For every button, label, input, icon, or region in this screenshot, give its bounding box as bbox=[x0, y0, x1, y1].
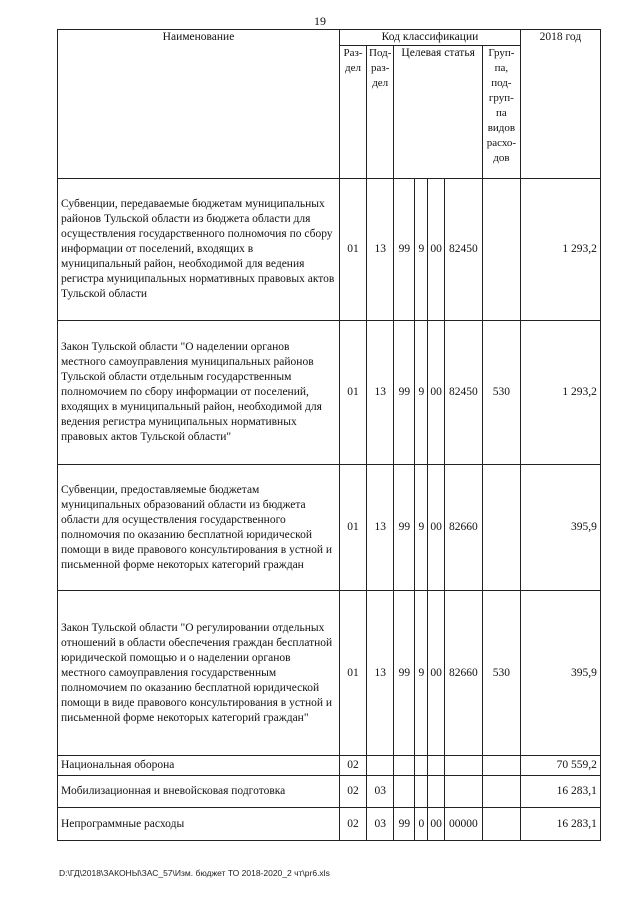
row-article-sub: 9 bbox=[415, 321, 428, 465]
row-amount: 1 293,2 bbox=[520, 321, 600, 465]
row-section: 02 bbox=[340, 776, 367, 808]
file-path-footer: D:\ГД\2018\ЗАКОНЫ\ЗАС_57\Изм. бюджет ТО 2018-2020_2 чт\pr6.xls bbox=[59, 868, 330, 878]
row-article-code: 82660 bbox=[444, 591, 482, 756]
row-subsection: 13 bbox=[367, 591, 394, 756]
page-number: 19 bbox=[314, 14, 326, 28]
row-article-code: 82450 bbox=[444, 179, 482, 321]
row-expense-group bbox=[482, 776, 520, 808]
header-target-article: Целевая статья bbox=[394, 46, 483, 179]
table-row bbox=[58, 179, 601, 321]
header-year: 2018 год bbox=[520, 30, 600, 179]
row-article-code: 82660 bbox=[444, 465, 482, 591]
row-section: 01 bbox=[340, 321, 367, 465]
row-subsection: 13 bbox=[367, 179, 394, 321]
row-article-sub bbox=[415, 756, 428, 776]
row-amount: 395,9 bbox=[520, 591, 600, 756]
row-article-program bbox=[394, 756, 415, 776]
row-article-code: 82450 bbox=[444, 321, 482, 465]
row-subsection: 03 bbox=[367, 776, 394, 808]
row-article-sub bbox=[415, 776, 428, 808]
row-name: Субвенции, предоставляемые бюджетам муниципальных образований области из бюджета области для осуществления государственного полномочия по оказанию бесплатной юридической помощи в виде правового консультирования в устной и письменной форме некоторых категорий граждан bbox=[58, 465, 340, 591]
row-section: 02 bbox=[340, 808, 367, 841]
row-article-program: 99 bbox=[394, 465, 415, 591]
row-article-direction bbox=[428, 776, 445, 808]
row-subsection: 13 bbox=[367, 465, 394, 591]
table-row bbox=[58, 591, 601, 756]
row-article-code: 00000 bbox=[444, 808, 482, 841]
row-article-sub: 0 bbox=[415, 808, 428, 841]
row-article-code bbox=[444, 756, 482, 776]
row-section: 01 bbox=[340, 591, 367, 756]
row-name: Мобилизационная и вневойсковая подготовка bbox=[58, 776, 340, 808]
row-subsection: 13 bbox=[367, 321, 394, 465]
table-row bbox=[58, 808, 601, 841]
row-article-direction bbox=[428, 756, 445, 776]
row-article-program: 99 bbox=[394, 321, 415, 465]
header-name: Наименование bbox=[58, 30, 340, 179]
header-classification: Код классификации bbox=[340, 30, 521, 46]
row-article-program: 99 bbox=[394, 591, 415, 756]
row-name: Непрограммные расходы bbox=[58, 808, 340, 841]
row-article-sub: 9 bbox=[415, 591, 428, 756]
row-subsection: 03 bbox=[367, 808, 394, 841]
row-article-code bbox=[444, 776, 482, 808]
row-article-program: 99 bbox=[394, 808, 415, 841]
row-expense-group bbox=[482, 179, 520, 321]
row-expense-group bbox=[482, 465, 520, 591]
row-name: Закон Тульской области "О наделении органов местного самоуправления муниципальных районов Тульской области отдельным государственным полномочием по сбору информации от поселений, входящих в муниципальный район, необходимой для ведения регистра муниципальных нормативных правовых актов Тульской области" bbox=[58, 321, 340, 465]
row-amount: 70 559,2 bbox=[520, 756, 600, 776]
row-name: Субвенции, передаваемые бюджетам муниципальных районов Тульской области из бюджета области для осуществления государственного полномочия по сбору информации от поселений, входящих в муниципальный район, необходимой для ведения регистра муниципальных нормативных правовых актов Тульской области bbox=[58, 179, 340, 321]
header-row-1 bbox=[58, 30, 601, 46]
row-article-direction: 00 bbox=[428, 179, 445, 321]
row-section: 01 bbox=[340, 465, 367, 591]
row-name: Национальная оборона bbox=[58, 756, 340, 776]
row-expense-group bbox=[482, 808, 520, 841]
row-section: 01 bbox=[340, 179, 367, 321]
row-article-direction: 00 bbox=[428, 591, 445, 756]
row-article-direction: 00 bbox=[428, 465, 445, 591]
row-article-sub: 9 bbox=[415, 179, 428, 321]
row-section: 02 bbox=[340, 756, 367, 776]
table-row bbox=[58, 756, 601, 776]
row-amount: 395,9 bbox=[520, 465, 600, 591]
row-article-direction: 00 bbox=[428, 321, 445, 465]
table-body bbox=[58, 179, 601, 841]
row-article-direction: 00 bbox=[428, 808, 445, 841]
table-row bbox=[58, 321, 601, 465]
row-expense-group: 530 bbox=[482, 591, 520, 756]
table-row bbox=[58, 465, 601, 591]
header-section: Раз-дел bbox=[340, 46, 367, 179]
row-expense-group bbox=[482, 756, 520, 776]
row-article-sub: 9 bbox=[415, 465, 428, 591]
row-article-program: 99 bbox=[394, 179, 415, 321]
row-amount: 16 283,1 bbox=[520, 808, 600, 841]
row-amount: 1 293,2 bbox=[520, 179, 600, 321]
row-subsection bbox=[367, 756, 394, 776]
header-subsection: Под-раз-дел bbox=[367, 46, 394, 179]
table-row bbox=[58, 776, 601, 808]
row-amount: 16 283,1 bbox=[520, 776, 600, 808]
row-article-program bbox=[394, 776, 415, 808]
row-expense-group: 530 bbox=[482, 321, 520, 465]
budget-table bbox=[57, 29, 601, 841]
header-expense-group: Груп-па, под-груп-па видов расхо-дов bbox=[482, 46, 520, 179]
row-name: Закон Тульской области "О регулировании отдельных отношений в области обеспечения граждан бесплатной юридической помощью и о наделении органов местного самоуправления государственным полномочием по оказанию бесплатной юридической помощи в виде правового консультирования в устной и письменной форме некоторых категорий граждан" bbox=[58, 591, 340, 756]
